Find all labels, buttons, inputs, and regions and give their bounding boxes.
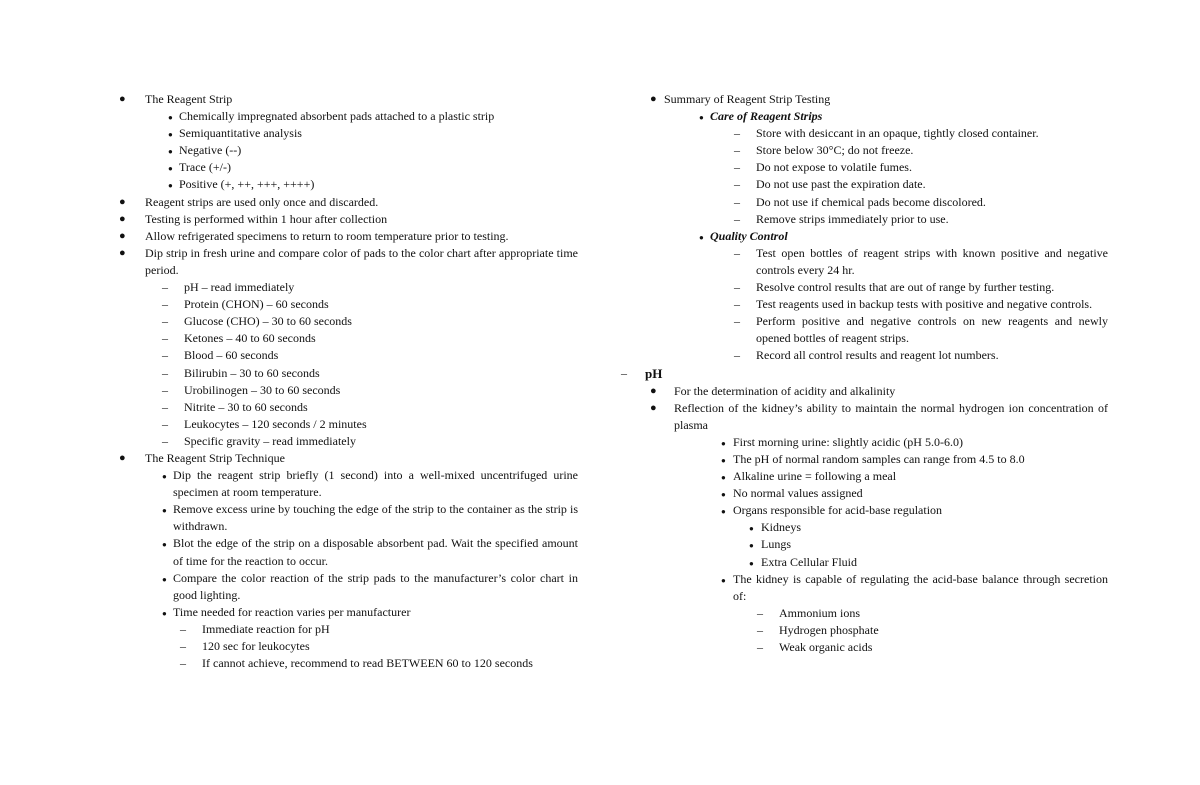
dash-icon: –	[162, 297, 168, 312]
bullet-icon: ●	[721, 455, 726, 465]
right-column	[618, 91, 1108, 656]
dash-icon: –	[734, 297, 740, 312]
list-item: ● Lungs	[618, 536, 1108, 553]
bullet-icon: ●	[162, 506, 167, 516]
bullet-icon: ●	[119, 195, 126, 208]
bullet-icon: ●	[721, 473, 726, 483]
section-heading: Quality Control	[710, 228, 788, 243]
dash-icon: –	[757, 640, 763, 654]
list-item: – Test reagents used in backup tests with positive and negative controls.	[618, 296, 1108, 313]
list-item: – pH – read immediately	[118, 279, 578, 296]
list-item: ● Compare the color reaction of the strip pads to the manufacturer’s color chart in good lighting.	[162, 570, 578, 602]
list-item: ● Time needed for reaction varies per manufacturer	[118, 604, 578, 621]
bullet-icon: ●	[119, 229, 126, 242]
dash-icon: –	[734, 194, 740, 209]
bullet-icon: ●	[119, 212, 126, 225]
dash-icon: –	[734, 160, 740, 175]
list-item: – Hydrogen phosphate	[618, 622, 1108, 639]
list-item: – If cannot achieve, recommend to read BETWEEN 60 to 120 seconds	[118, 655, 578, 672]
list-item: – Test open bottles of reagent strips with known positive and negative controls every 24 hr.	[734, 245, 1108, 277]
list-item: – Ammonium ions	[618, 605, 1108, 622]
list-item: ● The kidney is capable of regulating the acid-base balance through secretion of:	[721, 571, 1108, 603]
list-item: ● Chemically impregnated absorbent pads attached to a plastic strip	[118, 108, 578, 125]
list-item: – Remove strips immediately prior to use.	[618, 211, 1108, 228]
bullet-icon: ●	[168, 147, 173, 157]
list-item: – Urobilinogen – 30 to 60 seconds	[118, 382, 578, 399]
dash-icon: –	[734, 211, 740, 226]
list-item: – Protein (CHON) – 60 seconds	[118, 296, 578, 313]
list-item: – Nitrite – 30 to 60 seconds	[118, 399, 578, 416]
list-item: ● For the determination of acidity and alkalinity	[618, 383, 1108, 400]
bullet-icon: ●	[168, 130, 173, 140]
list-item: ● Allow refrigerated specimens to return to room temperature prior to testing.	[118, 228, 578, 245]
list-item: ● No normal values assigned	[618, 485, 1108, 502]
list-item: – Specific gravity – read immediately	[118, 433, 578, 450]
bullet-icon: ●	[721, 507, 726, 517]
dash-icon: –	[162, 365, 168, 380]
bullet-icon: ●	[699, 232, 704, 242]
section-heading: pH	[645, 365, 663, 381]
bullet-icon: ●	[162, 608, 167, 618]
bullet-icon: ●	[162, 540, 167, 550]
list-item: ● Summary of Reagent Strip Testing	[618, 91, 1108, 108]
bullet-icon: ●	[721, 438, 726, 448]
dash-icon: –	[734, 348, 740, 363]
dash-icon: –	[180, 656, 186, 671]
list-item: – Leukocytes – 120 seconds / 2 minutes	[118, 416, 578, 433]
list-item: ● Positive (+, ++, +++, ++++)	[118, 176, 578, 193]
list-item: – Bilirubin – 30 to 60 seconds	[118, 365, 578, 382]
dash-icon: –	[734, 126, 740, 141]
list-item: – Do not expose to volatile fumes.	[618, 159, 1108, 176]
list-item: ● Blot the edge of the strip on a disposable absorbent pad. Wait the specified amount of time for the reaction to occur.	[162, 536, 578, 568]
bullet-icon: ●	[721, 575, 726, 585]
bullet-icon: ●	[119, 451, 126, 464]
list-item: – Do not use if chemical pads become discolored.	[618, 194, 1108, 211]
list-item: ● Reflection of the kidney’s ability to maintain the normal hydrogen ion concentration of plasma	[650, 400, 1108, 432]
list-item	[618, 365, 1108, 383]
list-item: – Store with desiccant in an opaque, tightly closed container.	[618, 125, 1108, 142]
dash-icon: –	[757, 622, 763, 637]
bullet-icon: ●	[650, 384, 657, 397]
list-item: ● Dip the reagent strip briefly (1 second) into a well-mixed uncentrifuged urine specimen at room temperature.	[162, 468, 578, 500]
dash-icon: –	[162, 399, 168, 414]
dash-icon: –	[734, 280, 740, 295]
list-item: ● Organs responsible for acid-base regulation	[618, 502, 1108, 519]
list-item: – Do not use past the expiration date.	[618, 176, 1108, 193]
dash-icon: –	[162, 280, 168, 295]
list-item: ● Semiquantitative analysis	[118, 125, 578, 142]
bullet-icon: ●	[650, 93, 657, 105]
bullet-icon: ●	[162, 574, 167, 584]
list-item: ● The pH of normal random samples can range from 4.5 to 8.0	[618, 451, 1108, 468]
list-item: ● Testing is performed within 1 hour after collection	[118, 211, 578, 228]
list-item: – Immediate reaction for pH	[118, 621, 578, 638]
list-item: – 120 sec for leukocytes	[118, 638, 578, 655]
dash-icon: –	[162, 348, 168, 363]
dash-icon: –	[162, 416, 168, 431]
list-item	[618, 108, 1108, 125]
bullet-icon: ●	[119, 246, 126, 259]
bullet-icon: ●	[168, 113, 173, 123]
list-item: ● Trace (+/-)	[118, 159, 578, 176]
list-item: ● Remove excess urine by touching the edge of the strip to the container as the strip is withdrawn.	[162, 502, 578, 534]
dash-icon: –	[757, 605, 763, 620]
dash-icon: –	[162, 331, 168, 346]
list-item: – Perform positive and negative controls on new reagents and newly opened bottles of reagent strips.	[734, 314, 1108, 346]
list-item: ● Dip strip in fresh urine and compare color of pads to the color chart after appropriate time period.	[119, 245, 578, 277]
left-column	[118, 91, 578, 672]
bullet-icon: ●	[162, 472, 167, 482]
bullet-icon: ●	[749, 524, 754, 534]
bullet-icon: ●	[168, 164, 173, 174]
list-item: – Store below 30°C; do not freeze.	[618, 142, 1108, 159]
list-item: – Glucose (CHO) – 30 to 60 seconds	[118, 313, 578, 330]
bullet-icon: ●	[749, 558, 754, 568]
dash-icon: –	[621, 365, 627, 380]
list-item: – Weak organic acids	[618, 639, 1108, 656]
list-item: – Ketones – 40 to 60 seconds	[118, 330, 578, 347]
list-item: ● Negative (--)	[118, 142, 578, 159]
list-item: ● Reagent strips are used only once and discarded.	[118, 194, 578, 211]
list-item: ● Kidneys	[618, 519, 1108, 536]
dash-icon: –	[162, 382, 168, 397]
bullet-icon: ●	[749, 541, 754, 551]
dash-icon: –	[180, 621, 186, 636]
list-item	[618, 228, 1108, 245]
bullet-icon: ●	[168, 181, 173, 191]
dash-icon: –	[734, 314, 740, 329]
list-item: ● The Reagent Strip	[118, 91, 578, 108]
bullet-icon: ●	[119, 93, 126, 105]
dash-icon: –	[162, 433, 168, 448]
list-item: – Blood – 60 seconds	[118, 347, 578, 364]
list-item: ● Alkaline urine = following a meal	[618, 468, 1108, 485]
dash-icon: –	[734, 245, 740, 260]
bullet-icon: ●	[721, 490, 726, 500]
list-item: ● The Reagent Strip Technique	[118, 450, 578, 467]
list-item: – Resolve control results that are out of range by further testing.	[618, 279, 1108, 296]
bullet-icon: ●	[650, 401, 657, 414]
bullet-icon: ●	[699, 113, 704, 123]
dash-icon: –	[180, 639, 186, 653]
list-item: ● Extra Cellular Fluid	[618, 554, 1108, 571]
dash-icon: –	[162, 314, 168, 329]
dash-icon: –	[734, 177, 740, 192]
dash-icon: –	[734, 143, 740, 158]
list-item: ● First morning urine: slightly acidic (pH 5.0-6.0)	[618, 434, 1108, 451]
list-item: – Record all control results and reagent lot numbers.	[618, 347, 1108, 364]
section-heading: Care of Reagent Strips	[710, 109, 823, 124]
